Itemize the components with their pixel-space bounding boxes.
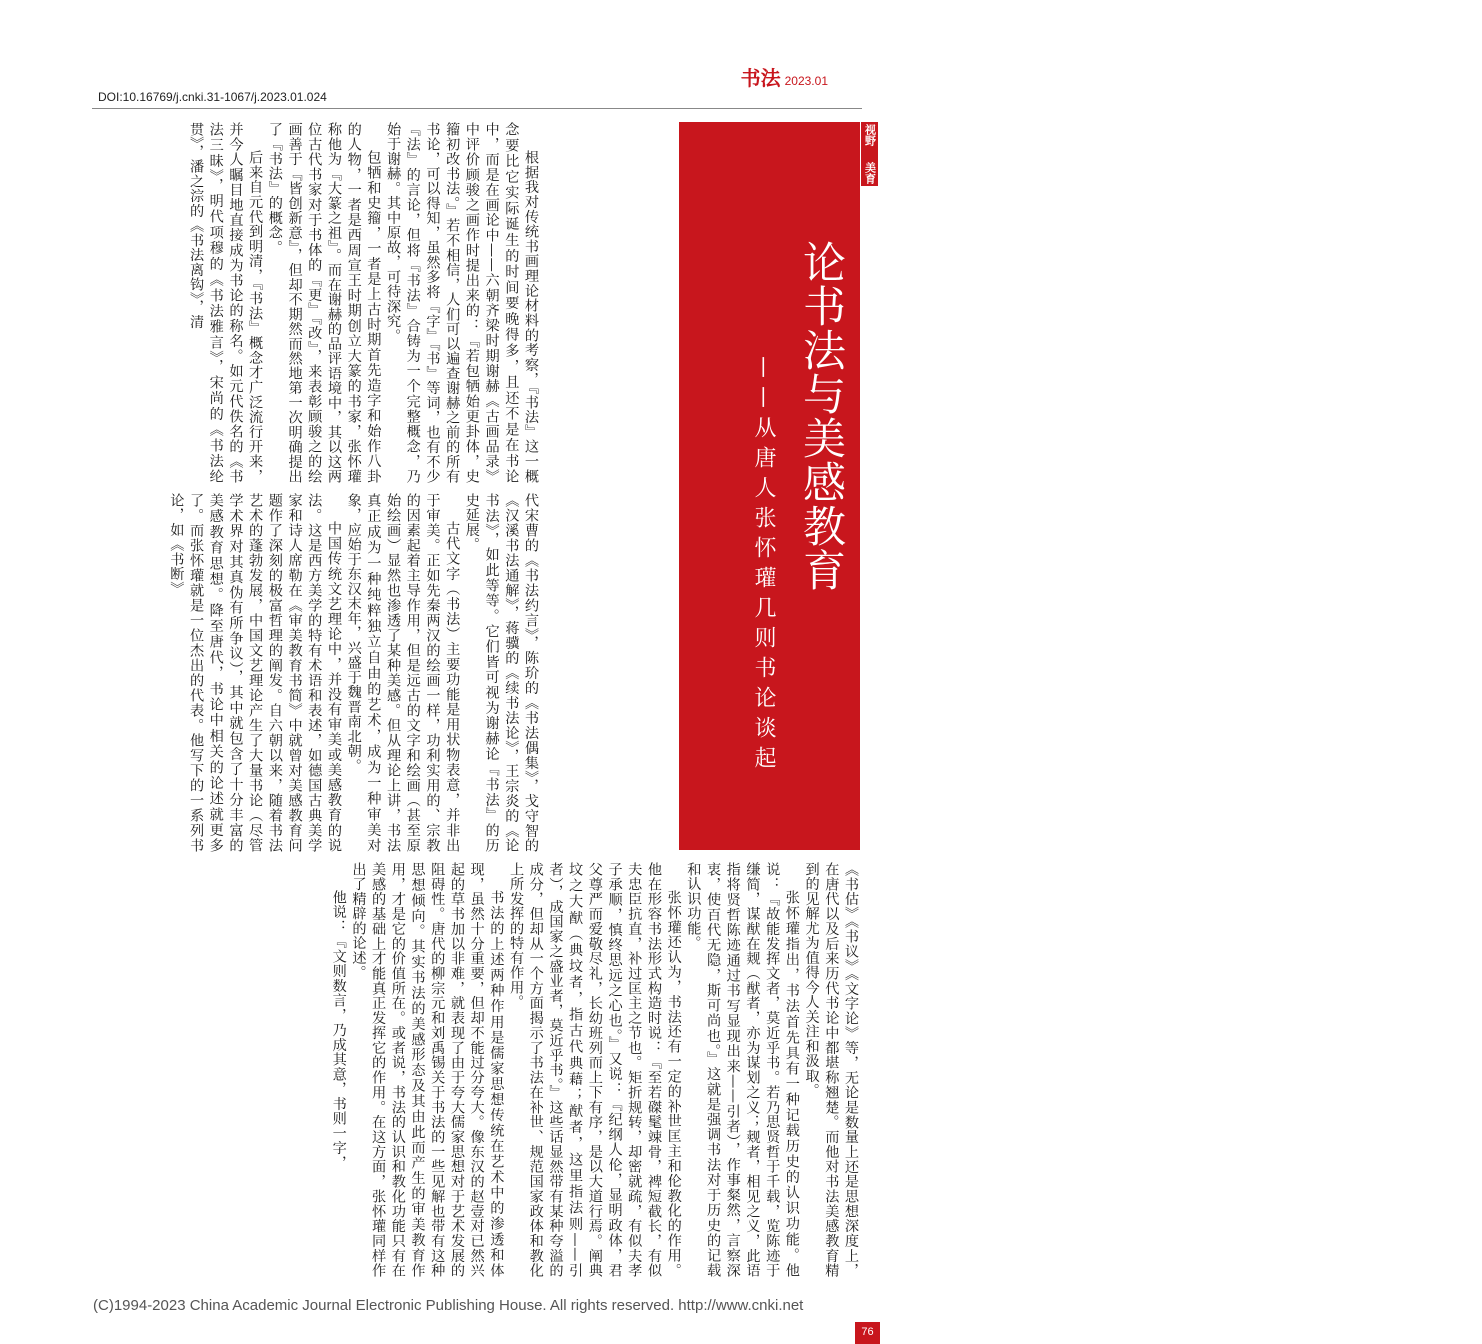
page-number: 76	[855, 1322, 880, 1344]
paragraph: 古代文字（书法）主要功能是用状物表意，并非出于审美。正如先秦两汉的绘画一样，功利实用的、宗教的因素起着主导作用，但是远古的文字和绘画（甚至原始绘画）显然也渗透了某种美感。但从理论上讲，书法真正成为一种纯粹独立自由的艺术，成为一种审美对象，应始于东汉末年，兴盛于魏晋南北朝。	[345, 493, 461, 853]
paragraph: 张怀瓘还认为，书法还有一定的补世匡主和伦教化的作用。他在形容书法形式构造时说：『至若磔髦竦骨，裨短截长，有似夫忠臣抗直，补过匡主之节也。矩折规转，却密就疏，有似夫孝子承顺，慎终思远之心也。』又说：『纪纲人伦，显明政体，君父尊严而爱敬尽礼，长幼班列而上下有序，是以大道行焉。阐典坟之大猷（典坟者，指古代典藉；猷者，这里指法则——引者），成国家之盛业者，莫近乎书。』这些话显然带有某种夸溢的成分，但却从一个方面揭示了书法在补世、规范国家政体和教化上所发挥的特有作用。	[508, 862, 682, 1278]
paragraph: 后来自元代到明清，『书法』概念才广泛流行开来，并今人瞩目地直接成为书论的称名。如元代佚名的《书法三昧》，明代项穆的《书法雅言》，宋尚的《书法纶贯》，潘之淙的《书法离钩》，清	[188, 122, 264, 484]
paragraph: 他说：『文则数言，乃成其意，书则一字，	[330, 890, 347, 1171]
paragraph: 根据我对传统书画理论材料的考察，『书法』这一概念要比它实际诞生的时间要晚得多，且还不是在书论中，而是在画论中——六朝齐梁时期谢赫《古画品录》中评价顾骏之画作时提出来的：『若包牺始更卦体，史籀初改书法。』若不相信，人们可以遍查谢赫之前的所有书论，可以得知，虽然多将『字』『书』等词，也有不少『法』的言论，但将『书法』合铸为一个完整概念，乃始于谢赫。其中原故，可待深究。	[385, 122, 539, 484]
paragraph: 书法的上述两种作用是儒家思想传统在艺术中的渗透和体现，虽然十分重要，但却不能过分夸大。像东汉的赵壹对已然兴起的草书加以非难，就表现了由于夸大儒家思想对于艺术发展的阻碍性。唐代的柳宗元和刘禹锡关于书法的一些见解也带有这种思想倾向。其实书法的美感形态及其由此而产生的审美教育作用，才是它的价值所在。或者说，书法的认识和教化功能只有在美感的基础上才能真正发挥它的作用。在这方面，张怀瓘同样作出了精辟的论述。	[350, 862, 505, 1278]
journal-logo: 书法	[740, 66, 781, 90]
text-block-bottom-left	[96, 493, 540, 853]
text-block-top-left	[96, 122, 540, 484]
paragraph: 代宋曹的《书法约言》，陈玠的《书法偶集》，戈守智的《汉溪书法通解》，蒋骥的《续书法论》，王宗炎的《论书法》，如此等等。它们皆可视为谢赫论『书法』的历史延展。	[463, 493, 539, 853]
article-title: 论书法与美感教育	[796, 240, 846, 592]
section-tag	[861, 122, 878, 186]
copyright-footer: (C)1994-2023 China Academic Journal Electronic Publishing House. All rights reserved. http://www.cnki.net	[93, 1297, 804, 1314]
paragraph: 张怀瓘指出，书法首先具有一种记载历史的认识功能。他说：『故能发挥文者，莫近乎书。若乃思贤哲于千载，览陈迹于缣简，谋猷在觌（猷者，亦为谋划之义；觌者，相见之义，此语指将贤哲陈迹通过书写显现出来——引者），作事粲然，言察深衷，使百代无隐，斯可尚也。』这就是强调书法对于历史的记载和认识功能。	[685, 862, 800, 1278]
article-author: 樊 波	[1441, 806, 1480, 835]
journal-header	[741, 62, 828, 91]
doi-line[interactable]: DOI:10.16769/j.cnki.31-1067/j.2023.01.024	[98, 90, 327, 104]
paragraph: 中国传统文艺理论中，并没有审美或美感教育的说法。这是西方美学的特有术语和表述，如德国古典美学家和诗人席勒在《审美教育书简》中就曾对美感教育问题作了深刻的极富哲理的阐发。自六朝以来，随着书法艺术的蓬勃发展，中国文艺理论产生了大量书论（尽管学术界对其真伪有所争议），其中就包含了十分丰富的美感教育思想。降至唐代，书论中相关的论述就更多了。而张怀瓘就是一位杰出的代表。他写下的一系列书论，如《书断》	[168, 493, 342, 853]
journal-issue: 2023.01	[784, 74, 828, 88]
section-tag-bottom: 美育	[863, 162, 877, 184]
text-block-bottom-right	[94, 862, 860, 1278]
paragraph: 《书估》《书议》《文字论》等，无论是数量上还是思想深度上，在唐代以及后来历代书论中都堪称翘楚。而他对书法美感教育精到的见解尤为值得今人关注和汲取。	[803, 862, 859, 1278]
section-tag-top: 视野	[863, 124, 877, 146]
article-subtitle: ——从唐人张怀瓘几则书论谈起	[751, 356, 776, 776]
header-rule	[92, 108, 862, 109]
paragraph: 包牺和史籀，一者是上古时期首先造字和始作八卦的人物，一者是西周宣王时期创立大篆的书家，张怀瓘称他为『大篆之祖』。而在谢赫的品评语境中，其以这两位古代书家对于书体的『更』『改』，来表彰顾骏之的绘画善于『皆创新意』，但却不期然而然地第一次明确提出了『书法』的概念。	[266, 122, 382, 484]
